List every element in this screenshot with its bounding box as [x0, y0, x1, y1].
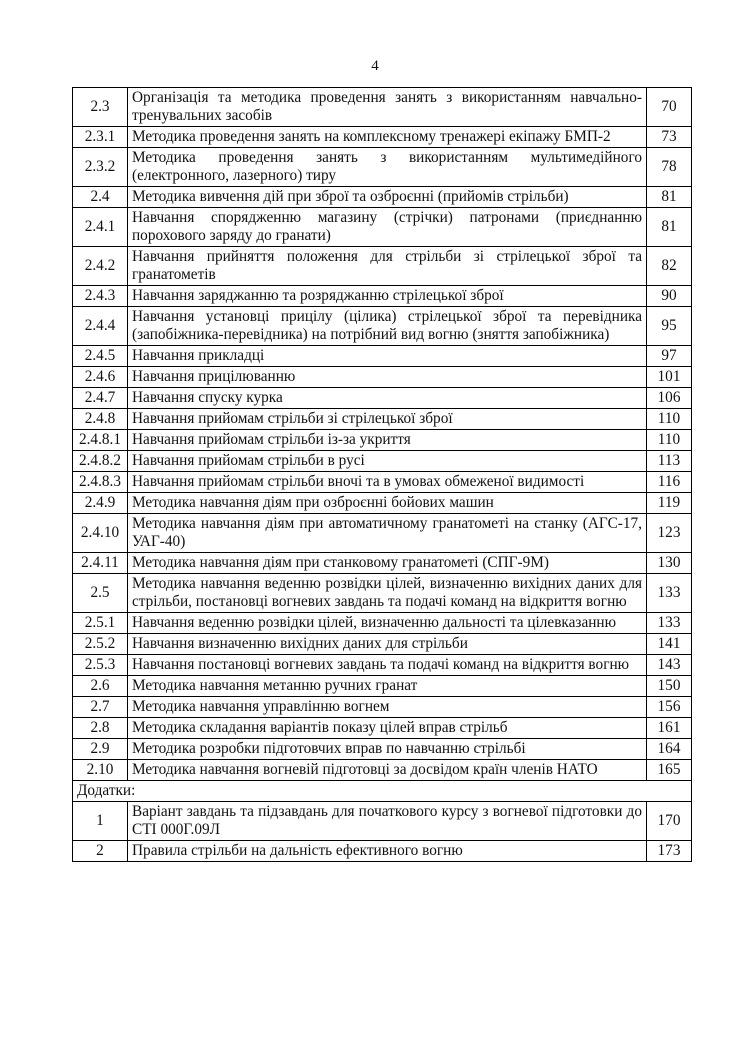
entry-title: Варіант завдань та підзавдань для початкового курсу з вогневої підготовки до СТІ 000Г.09Л	[128, 802, 647, 841]
toc-row	[73, 208, 692, 247]
entry-title: Навчання прийомам стрільби в русі	[128, 451, 647, 472]
toc-row	[73, 574, 692, 613]
entry-page: 70	[647, 88, 692, 127]
entry-title: Методика навчання веденню розвідки цілей, визначенню вихідних даних для стрільби, постановці вогневих завдань та подачі команд на відкриття вогню	[128, 574, 647, 613]
entry-number: 2.5	[73, 574, 128, 613]
entry-number: 2.4.3	[73, 286, 128, 307]
entry-number: 2.4.6	[73, 367, 128, 388]
entry-title: Методика складання варіантів показу цілей вправ стрільб	[128, 718, 647, 739]
entry-number: 2	[73, 841, 128, 862]
appendix-row	[73, 841, 692, 862]
entry-number: 2.4.4	[73, 307, 128, 346]
entry-page: 119	[647, 493, 692, 514]
toc-row	[73, 247, 692, 286]
entry-number: 2.4.9	[73, 493, 128, 514]
entry-number: 2.9	[73, 739, 128, 760]
entry-number: 2.4.1	[73, 208, 128, 247]
toc-row	[73, 409, 692, 430]
entry-title: Навчання установці прицілу (цілика) стрілецької зброї та перевідника (запобіжника-перевідника) на потрібний вид вогню (зняття запобіжника)	[128, 307, 647, 346]
entry-number: 2.5.3	[73, 655, 128, 676]
entry-number: 2.6	[73, 676, 128, 697]
entry-title: Методика навчання управлінню вогнем	[128, 697, 647, 718]
toc-row	[73, 718, 692, 739]
entry-page: 130	[647, 553, 692, 574]
entry-page: 78	[647, 148, 692, 187]
entry-page: 73	[647, 127, 692, 148]
entry-page: 170	[647, 802, 692, 841]
toc-row	[73, 388, 692, 409]
entry-number: 2.3.2	[73, 148, 128, 187]
entry-page: 110	[647, 430, 692, 451]
toc-row	[73, 367, 692, 388]
entry-title: Правила стрільби на дальність ефективного вогню	[128, 841, 647, 862]
entry-title: Навчання постановці вогневих завдань та подачі команд на відкриття вогню	[128, 655, 647, 676]
entry-title: Навчання прийомам стрільби із-за укриття	[128, 430, 647, 451]
entry-page: 133	[647, 613, 692, 634]
toc-row	[73, 307, 692, 346]
entry-number: 2.5.2	[73, 634, 128, 655]
entry-title: Методика навчання діям при автоматичному гранатометі на станку (АГС-17, УАГ-40)	[128, 514, 647, 553]
appendix-header: Додатки:	[73, 781, 692, 802]
page-number: 4	[371, 58, 379, 74]
toc-row	[73, 655, 692, 676]
entry-page: 150	[647, 676, 692, 697]
toc-row	[73, 346, 692, 367]
entry-number: 2.4.8	[73, 409, 128, 430]
toc-row	[73, 88, 692, 127]
entry-title: Методика проведення занять на комплексному тренажері екіпажу БМП-2	[128, 127, 647, 148]
toc-row	[73, 613, 692, 634]
toc-row	[73, 553, 692, 574]
entry-title: Методика навчання діям при озброєнні бойових машин	[128, 493, 647, 514]
entry-title: Методика проведення занять з використанням мультимедійного (електронного, лазерного) тиру	[128, 148, 647, 187]
entry-number: 2.4.5	[73, 346, 128, 367]
entry-number: 2.4	[73, 187, 128, 208]
entry-number: 2.4.7	[73, 388, 128, 409]
toc-row	[73, 148, 692, 187]
entry-title: Навчання прийомам стрільби зі стрілецької зброї	[128, 409, 647, 430]
toc-row	[73, 187, 692, 208]
appendix-row	[73, 802, 692, 841]
toc-row	[73, 634, 692, 655]
entry-page: 81	[647, 208, 692, 247]
entry-page: 101	[647, 367, 692, 388]
entry-number: 2.4.8.1	[73, 430, 128, 451]
entry-title: Методика розробки підготовчих вправ по навчанню стрільбі	[128, 739, 647, 760]
entry-number: 2.4.10	[73, 514, 128, 553]
entry-page: 106	[647, 388, 692, 409]
toc-row	[73, 430, 692, 451]
entry-title: Навчання прийомам стрільби вночі та в умовах обмеженої видимості	[128, 472, 647, 493]
entry-page: 90	[647, 286, 692, 307]
entry-title: Навчання прийняття положення для стрільби зі стрілецької зброї та гранатометів	[128, 247, 647, 286]
toc-row	[73, 697, 692, 718]
toc-row	[73, 739, 692, 760]
entry-page: 110	[647, 409, 692, 430]
entry-title: Методика вивчення дій при зброї та озброєнні (прийомів стрільби)	[128, 187, 647, 208]
toc-row	[73, 127, 692, 148]
entry-number: 1	[73, 802, 128, 841]
entry-title: Методика навчання вогневій підготовці за досвідом країн членів НАТО	[128, 760, 647, 781]
entry-page: 81	[647, 187, 692, 208]
entry-title: Навчання прикладці	[128, 346, 647, 367]
toc-row	[73, 760, 692, 781]
entry-title: Навчання веденню розвідки цілей, визначенню дальності та цілевказанню	[128, 613, 647, 634]
toc-row	[73, 514, 692, 553]
entry-page: 143	[647, 655, 692, 676]
table-of-contents	[72, 87, 692, 862]
entry-title: Навчання спуску курка	[128, 388, 647, 409]
entry-page: 123	[647, 514, 692, 553]
entry-number: 2.4.11	[73, 553, 128, 574]
toc-row	[73, 286, 692, 307]
entry-number: 2.5.1	[73, 613, 128, 634]
entry-number: 2.4.8.3	[73, 472, 128, 493]
toc-row	[73, 472, 692, 493]
toc-body	[73, 88, 692, 862]
toc-row	[73, 493, 692, 514]
entry-page: 113	[647, 451, 692, 472]
entry-number: 2.3	[73, 88, 128, 127]
entry-title: Навчання прицілюванню	[128, 367, 647, 388]
entry-title: Методика навчання метанню ручних гранат	[128, 676, 647, 697]
entry-page: 82	[647, 247, 692, 286]
entry-page: 173	[647, 841, 692, 862]
entry-page: 164	[647, 739, 692, 760]
entry-number: 2.4.2	[73, 247, 128, 286]
entry-page: 133	[647, 574, 692, 613]
entry-title: Навчання визначенню вихідних даних для стрільби	[128, 634, 647, 655]
entry-title: Організація та методика проведення занять з використанням навчально-тренувальних засобів	[128, 88, 647, 127]
entry-page: 95	[647, 307, 692, 346]
entry-title: Методика навчання діям при станковому гранатометі (СПГ-9М)	[128, 553, 647, 574]
entry-page: 161	[647, 718, 692, 739]
entry-number: 2.10	[73, 760, 128, 781]
entry-page: 116	[647, 472, 692, 493]
entry-number: 2.4.8.2	[73, 451, 128, 472]
entry-page: 156	[647, 697, 692, 718]
entry-page: 141	[647, 634, 692, 655]
entry-title: Навчання спорядженню магазину (стрічки) патронами (приєднанню порохового заряду до гранати)	[128, 208, 647, 247]
entry-title: Навчання заряджанню та розряджанню стрілецької зброї	[128, 286, 647, 307]
appendix-header-row	[73, 781, 692, 802]
entry-number: 2.8	[73, 718, 128, 739]
entry-page: 165	[647, 760, 692, 781]
entry-number: 2.7	[73, 697, 128, 718]
entry-page: 97	[647, 346, 692, 367]
entry-number: 2.3.1	[73, 127, 128, 148]
toc-row	[73, 676, 692, 697]
toc-row	[73, 451, 692, 472]
